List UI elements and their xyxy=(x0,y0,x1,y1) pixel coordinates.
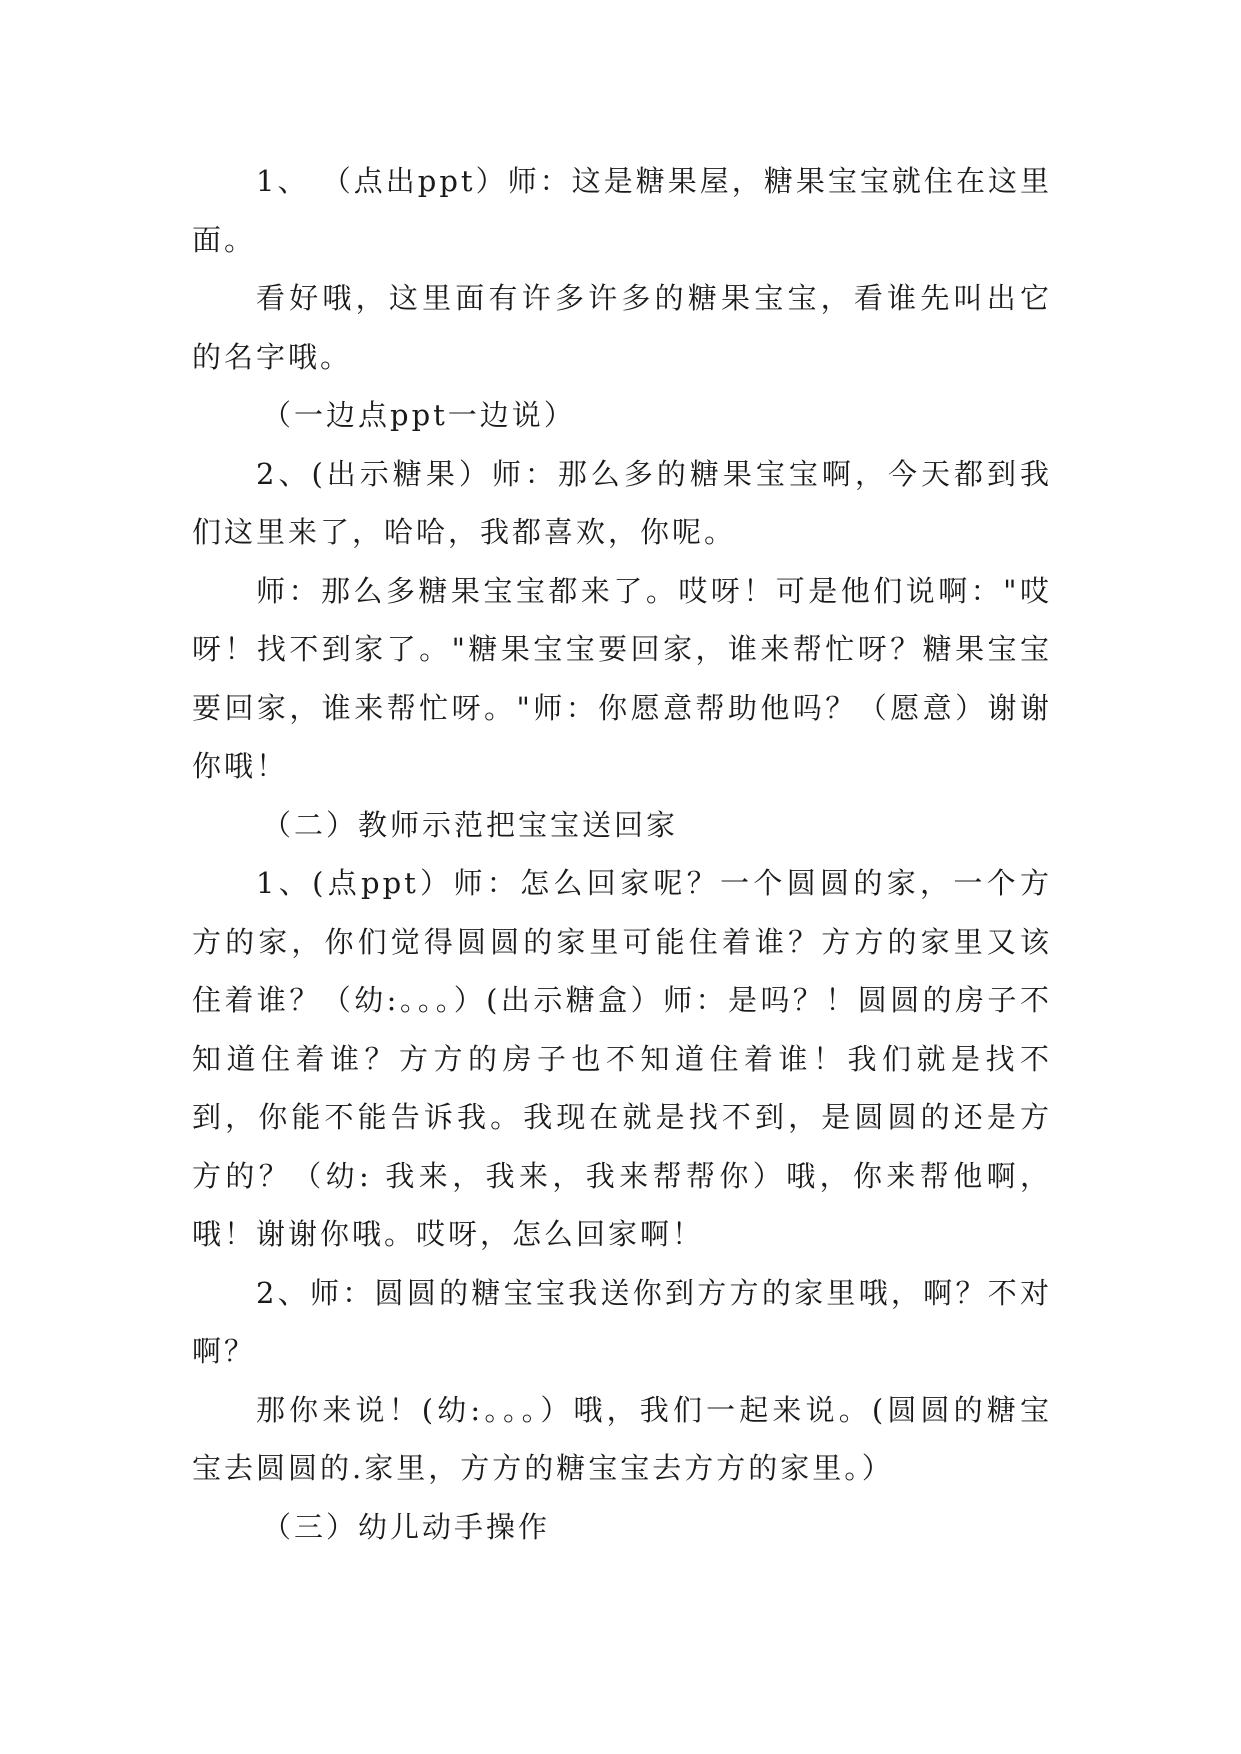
paragraph-7: 2、师：圆圆的糖宝宝我送你到方方的家里哦，啊？不对啊？ xyxy=(192,1275,1052,1368)
paragraph-3: （一边点ppt一边说） xyxy=(262,398,576,432)
paragraph-1: 1、 （点出ppt）师：这是糖果屋，糖果宝宝就住在这里面。 xyxy=(192,164,1052,257)
paragraph-6: 1、(点ppt）师：怎么回家呢？一个圆圆的家，一个方方的家，你们觉得圆圆的家里可能住着谁？方方的家里又该住着谁？（幼:。。。）(出示糖盒）师：是吗？！圆圆的房子不知道住着谁？方方的房子也不知道住着谁！我们就是找不到，你能不能告诉我。我现在就是找不到，是圆圆的还是方方的？（幼: 我来，我来，我来帮帮你）哦，你来帮他啊，哦！谢谢你哦。哎呀，怎么回家啊！ xyxy=(192,866,1052,1251)
paragraph-5: 师：那么多糖果宝宝都来了。哎呀！可是他们说啊："哎呀！找不到家了。"糖果宝宝要回家，谁来帮忙呀？糖果宝宝要回家，谁来帮忙呀。"师：你愿意帮助他吗？（愿意）谢谢你哦！ xyxy=(192,573,1052,783)
section-heading-2: （二）教师示范把宝宝送回家 xyxy=(262,807,679,842)
paragraph-8: 那你来说！(幼:。。。）哦，我们一起来说。(圆圆的糖宝宝去圆圆的.家里，方方的糖宝宝去方方的家里。） xyxy=(192,1392,1052,1485)
document-body xyxy=(192,152,1052,1556)
paragraph-4: 2、(出示糖果）师：那么多的糖果宝宝啊，今天都到我们这里来了，哈哈，我都喜欢，你呢。 xyxy=(192,456,1052,549)
paragraph-2: 看好哦，这里面有许多许多的糖果宝宝，看谁先叫出它的名字哦。 xyxy=(192,281,1052,374)
section-heading-3: （三）幼儿动手操作 xyxy=(262,1509,551,1544)
